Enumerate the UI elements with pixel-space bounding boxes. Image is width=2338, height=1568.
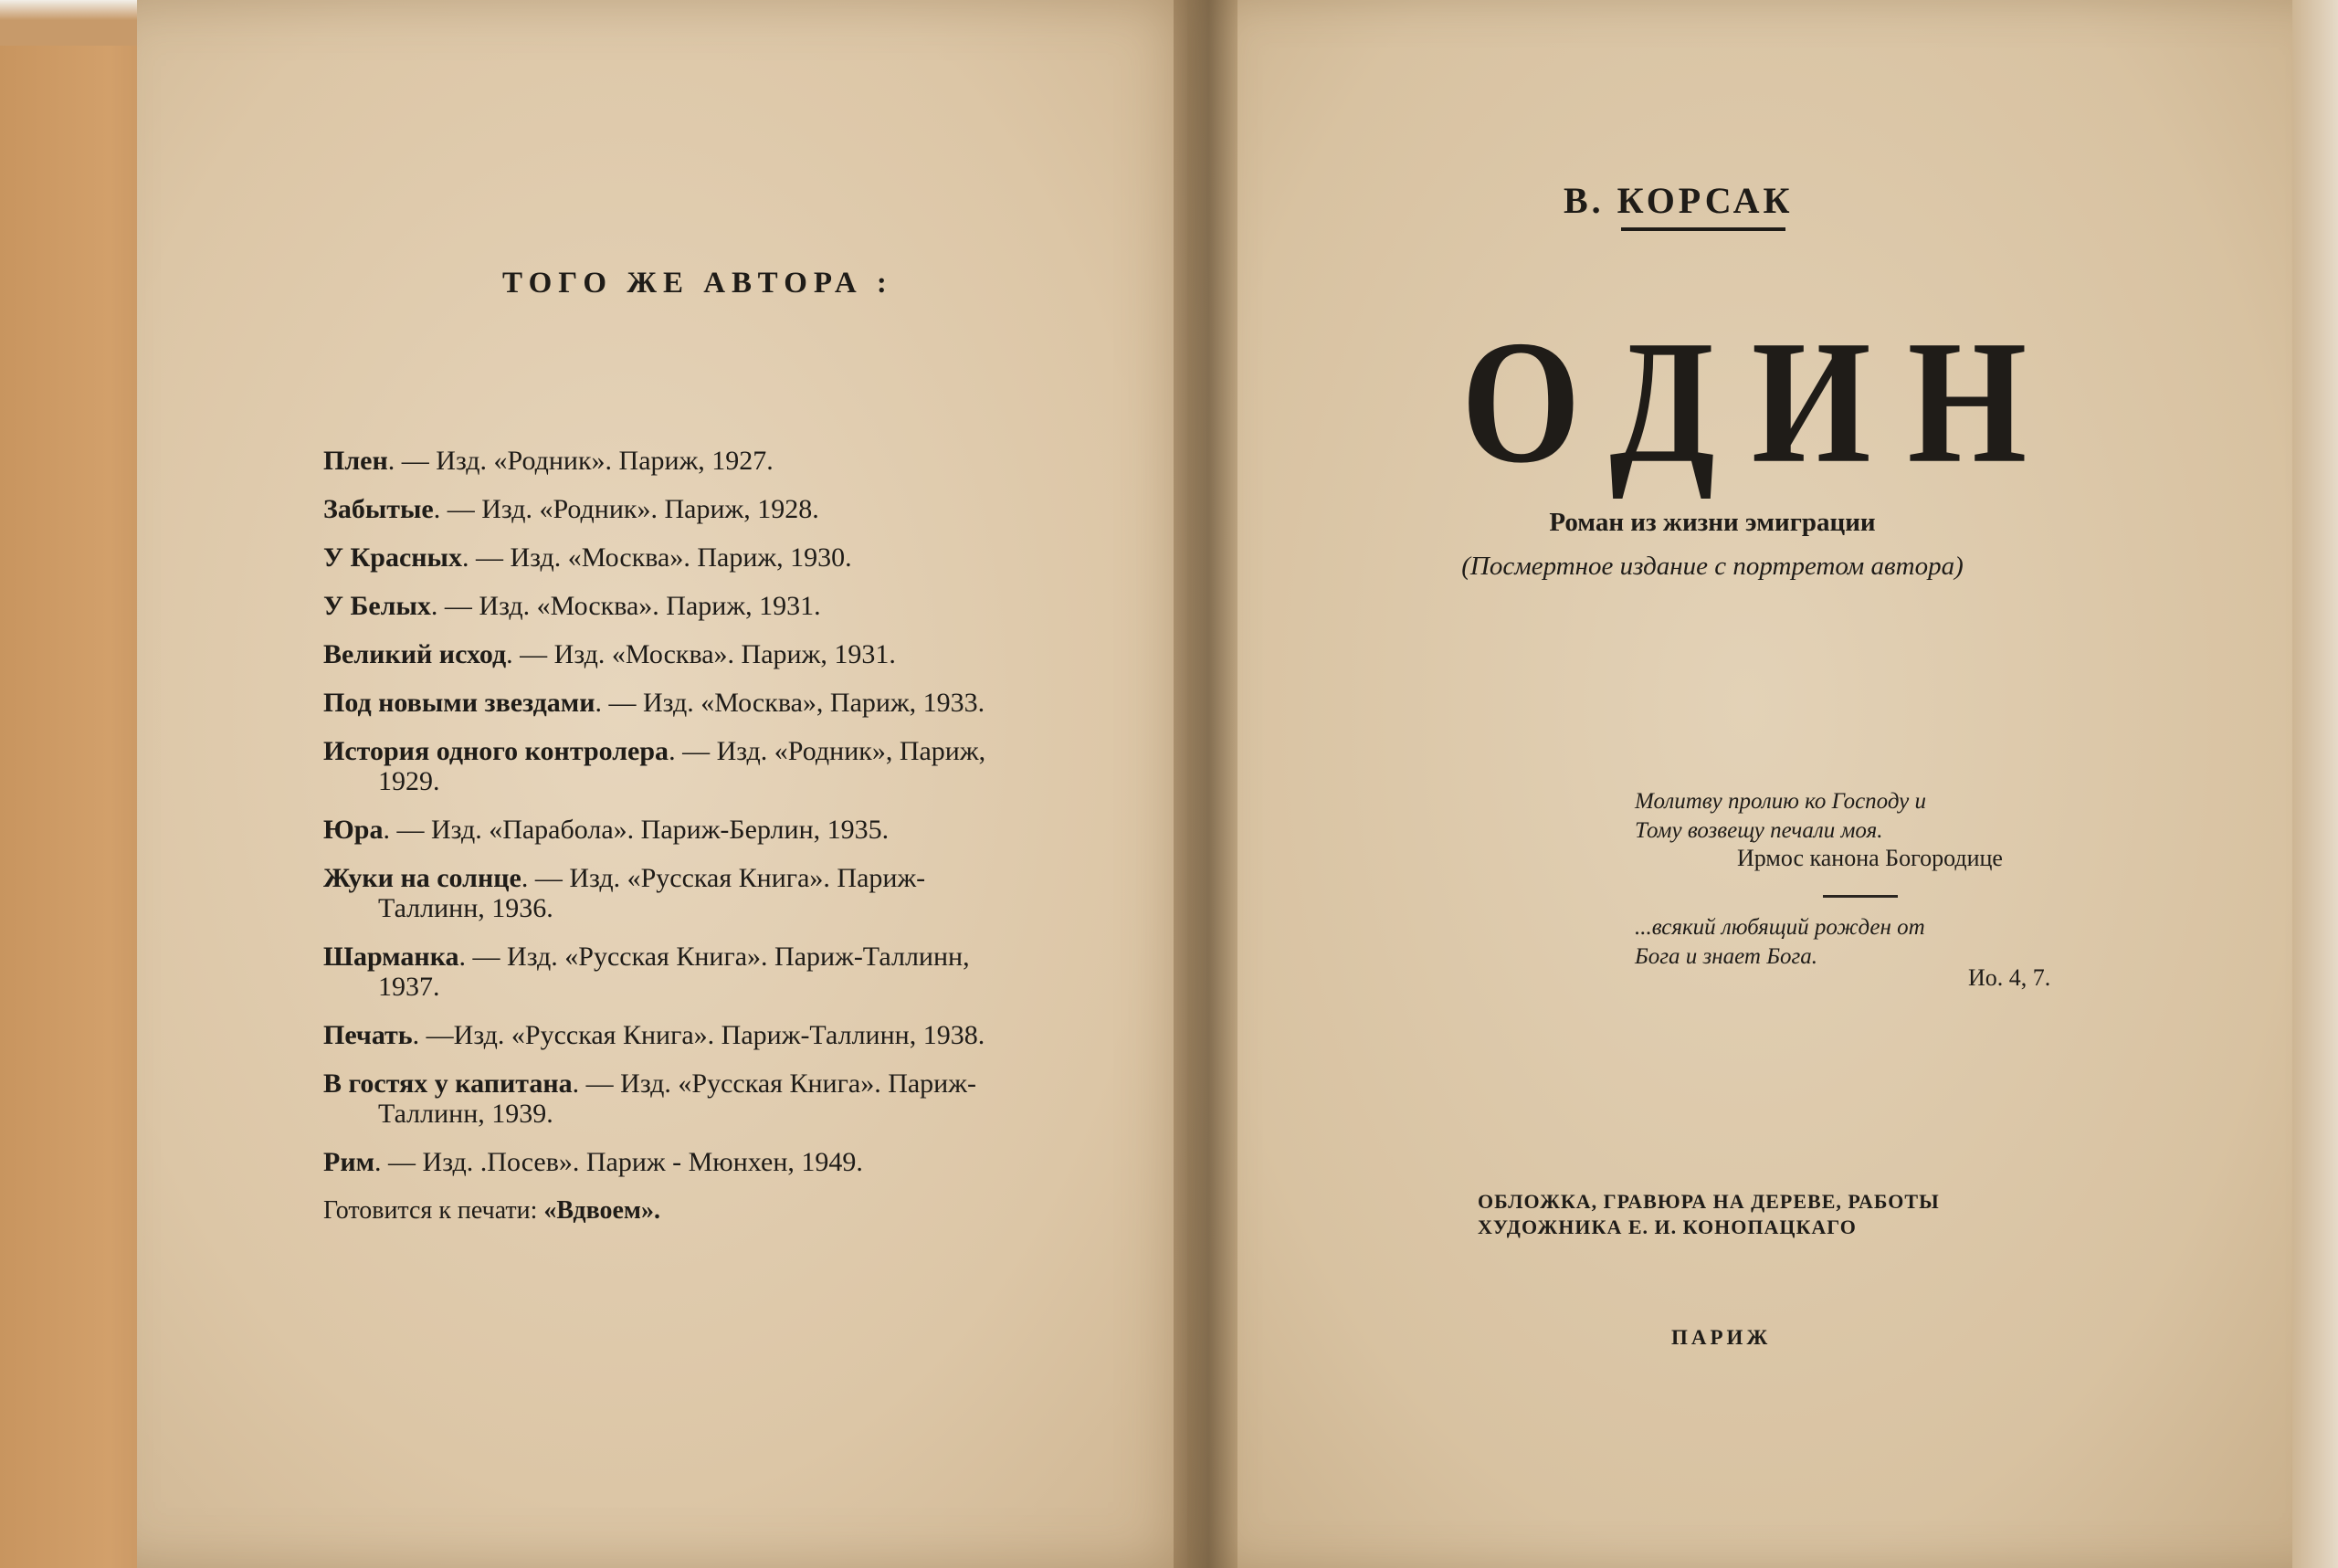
work-title: Шарманка: [323, 942, 459, 972]
work-title: Под новыми звездами: [323, 688, 595, 718]
epigraph-2-source: Ио. 4, 7.: [1968, 964, 2051, 991]
work-title: В гостях у капитана: [323, 1068, 573, 1099]
work-details-continued: Таллинн, 1939.: [378, 1099, 553, 1129]
epigraph-divider: [1823, 895, 1898, 898]
list-item: [323, 446, 1090, 476]
work-title: Забытые: [323, 494, 434, 524]
list-item: [323, 1068, 1090, 1129]
forthcoming-prefix: Готовится к печати:: [323, 1196, 544, 1225]
cover-credit-line-2: ХУДОЖНИКА Е. И. КОНОПАЦКАГО: [1478, 1215, 1857, 1238]
list-item: [323, 494, 1090, 524]
list-item: [323, 942, 1090, 1002]
list-item: [323, 639, 1090, 669]
author-name: В. КОРСАК: [1564, 180, 1794, 221]
works-list: [323, 446, 1090, 1226]
work-details: . — Изд. «Родник». Париж, 1927.: [387, 446, 774, 476]
work-details-continued: 1929.: [378, 766, 440, 796]
list-item: [323, 688, 1090, 718]
epigraph-2-line-1: ...всякий любящий рожден от: [1635, 915, 1925, 940]
work-details: . — Изд. «Русская Книга». Париж-: [572, 1068, 976, 1099]
work-title: История одного контролера: [323, 736, 669, 766]
list-item: [323, 1020, 1090, 1050]
book-title: ОДИН: [1461, 304, 2064, 500]
forthcoming-title: «Вдвоем».: [543, 1196, 660, 1225]
work-details: . — Изд. «Русская Книга». Париж-Таллинн,: [458, 942, 970, 972]
by-same-author-heading: ТОГО ЖЕ АВТОРА :: [502, 267, 893, 300]
list-item: [323, 1147, 1090, 1177]
list-item: [323, 736, 1090, 796]
book-subtitle: Роман из жизни эмиграции: [1549, 508, 1876, 537]
work-title: Юра: [323, 815, 384, 845]
work-details-continued: 1937.: [378, 972, 440, 1002]
list-item: [323, 542, 1090, 573]
publication-city: ПАРИЖ: [1671, 1326, 1772, 1349]
work-details-continued: Таллинн, 1936.: [378, 893, 553, 923]
edition-note: (Посмертное издание с портретом автора): [1461, 552, 1964, 581]
epigraph-1-line-2: Тому возвещу печали моя.: [1635, 818, 1883, 843]
list-item: [323, 591, 1090, 621]
work-details: . — Изд. «Родник». Париж, 1928.: [433, 494, 819, 524]
work-title: У Белых: [323, 591, 431, 621]
epigraph-2-line-2: Бога и знает Бога.: [1635, 944, 1817, 969]
epigraph-1: [1635, 787, 2119, 846]
work-title: Великий исход: [323, 639, 507, 669]
page-edges: [2292, 0, 2338, 1568]
work-details: . — Изд. «Родник», Париж,: [669, 736, 986, 766]
work-details: . — Изд. «Москва». Париж, 1931.: [430, 591, 821, 621]
work-title: У Красных: [323, 542, 462, 573]
work-title: Плен: [323, 446, 388, 476]
work-details: . — Изд. «Москва». Париж, 1931.: [506, 639, 896, 669]
work-details: . — Изд. «Парабола». Париж-Берлин, 1935.: [383, 815, 890, 845]
cover-credit: [1478, 1189, 2026, 1240]
work-details: . —Изд. «Русская Книга». Париж-Таллинн, 1938.: [412, 1020, 985, 1050]
work-details: . — Изд. «Москва». Париж, 1930.: [461, 542, 852, 573]
forthcoming-note: [323, 1195, 1090, 1226]
work-details: . — Изд. «Русская Книга». Париж-: [521, 863, 926, 893]
cover-credit-line-1: ОБЛОЖКА, ГРАВЮРА НА ДЕРЕВЕ, РАБОТЫ: [1478, 1190, 1940, 1213]
epigraph-2: [1635, 913, 2119, 972]
epigraph-1-line-1: Молитву пролию ко Господу и: [1635, 789, 1927, 814]
work-details: . — Изд. «Москва», Париж, 1933.: [595, 688, 985, 718]
work-title: Жуки на солнце: [323, 863, 521, 893]
author-underline: [1621, 227, 1785, 231]
work-title: Печать: [323, 1020, 413, 1050]
list-item: [323, 863, 1090, 923]
book-gutter: [1174, 0, 1237, 1568]
epigraph-1-source: Ирмос канона Богородице: [1737, 845, 2003, 871]
work-title: Рим: [323, 1147, 375, 1177]
list-item: [323, 815, 1090, 845]
work-details: . — Изд. .Посев». Париж - Мюнхен, 1949.: [374, 1147, 863, 1177]
